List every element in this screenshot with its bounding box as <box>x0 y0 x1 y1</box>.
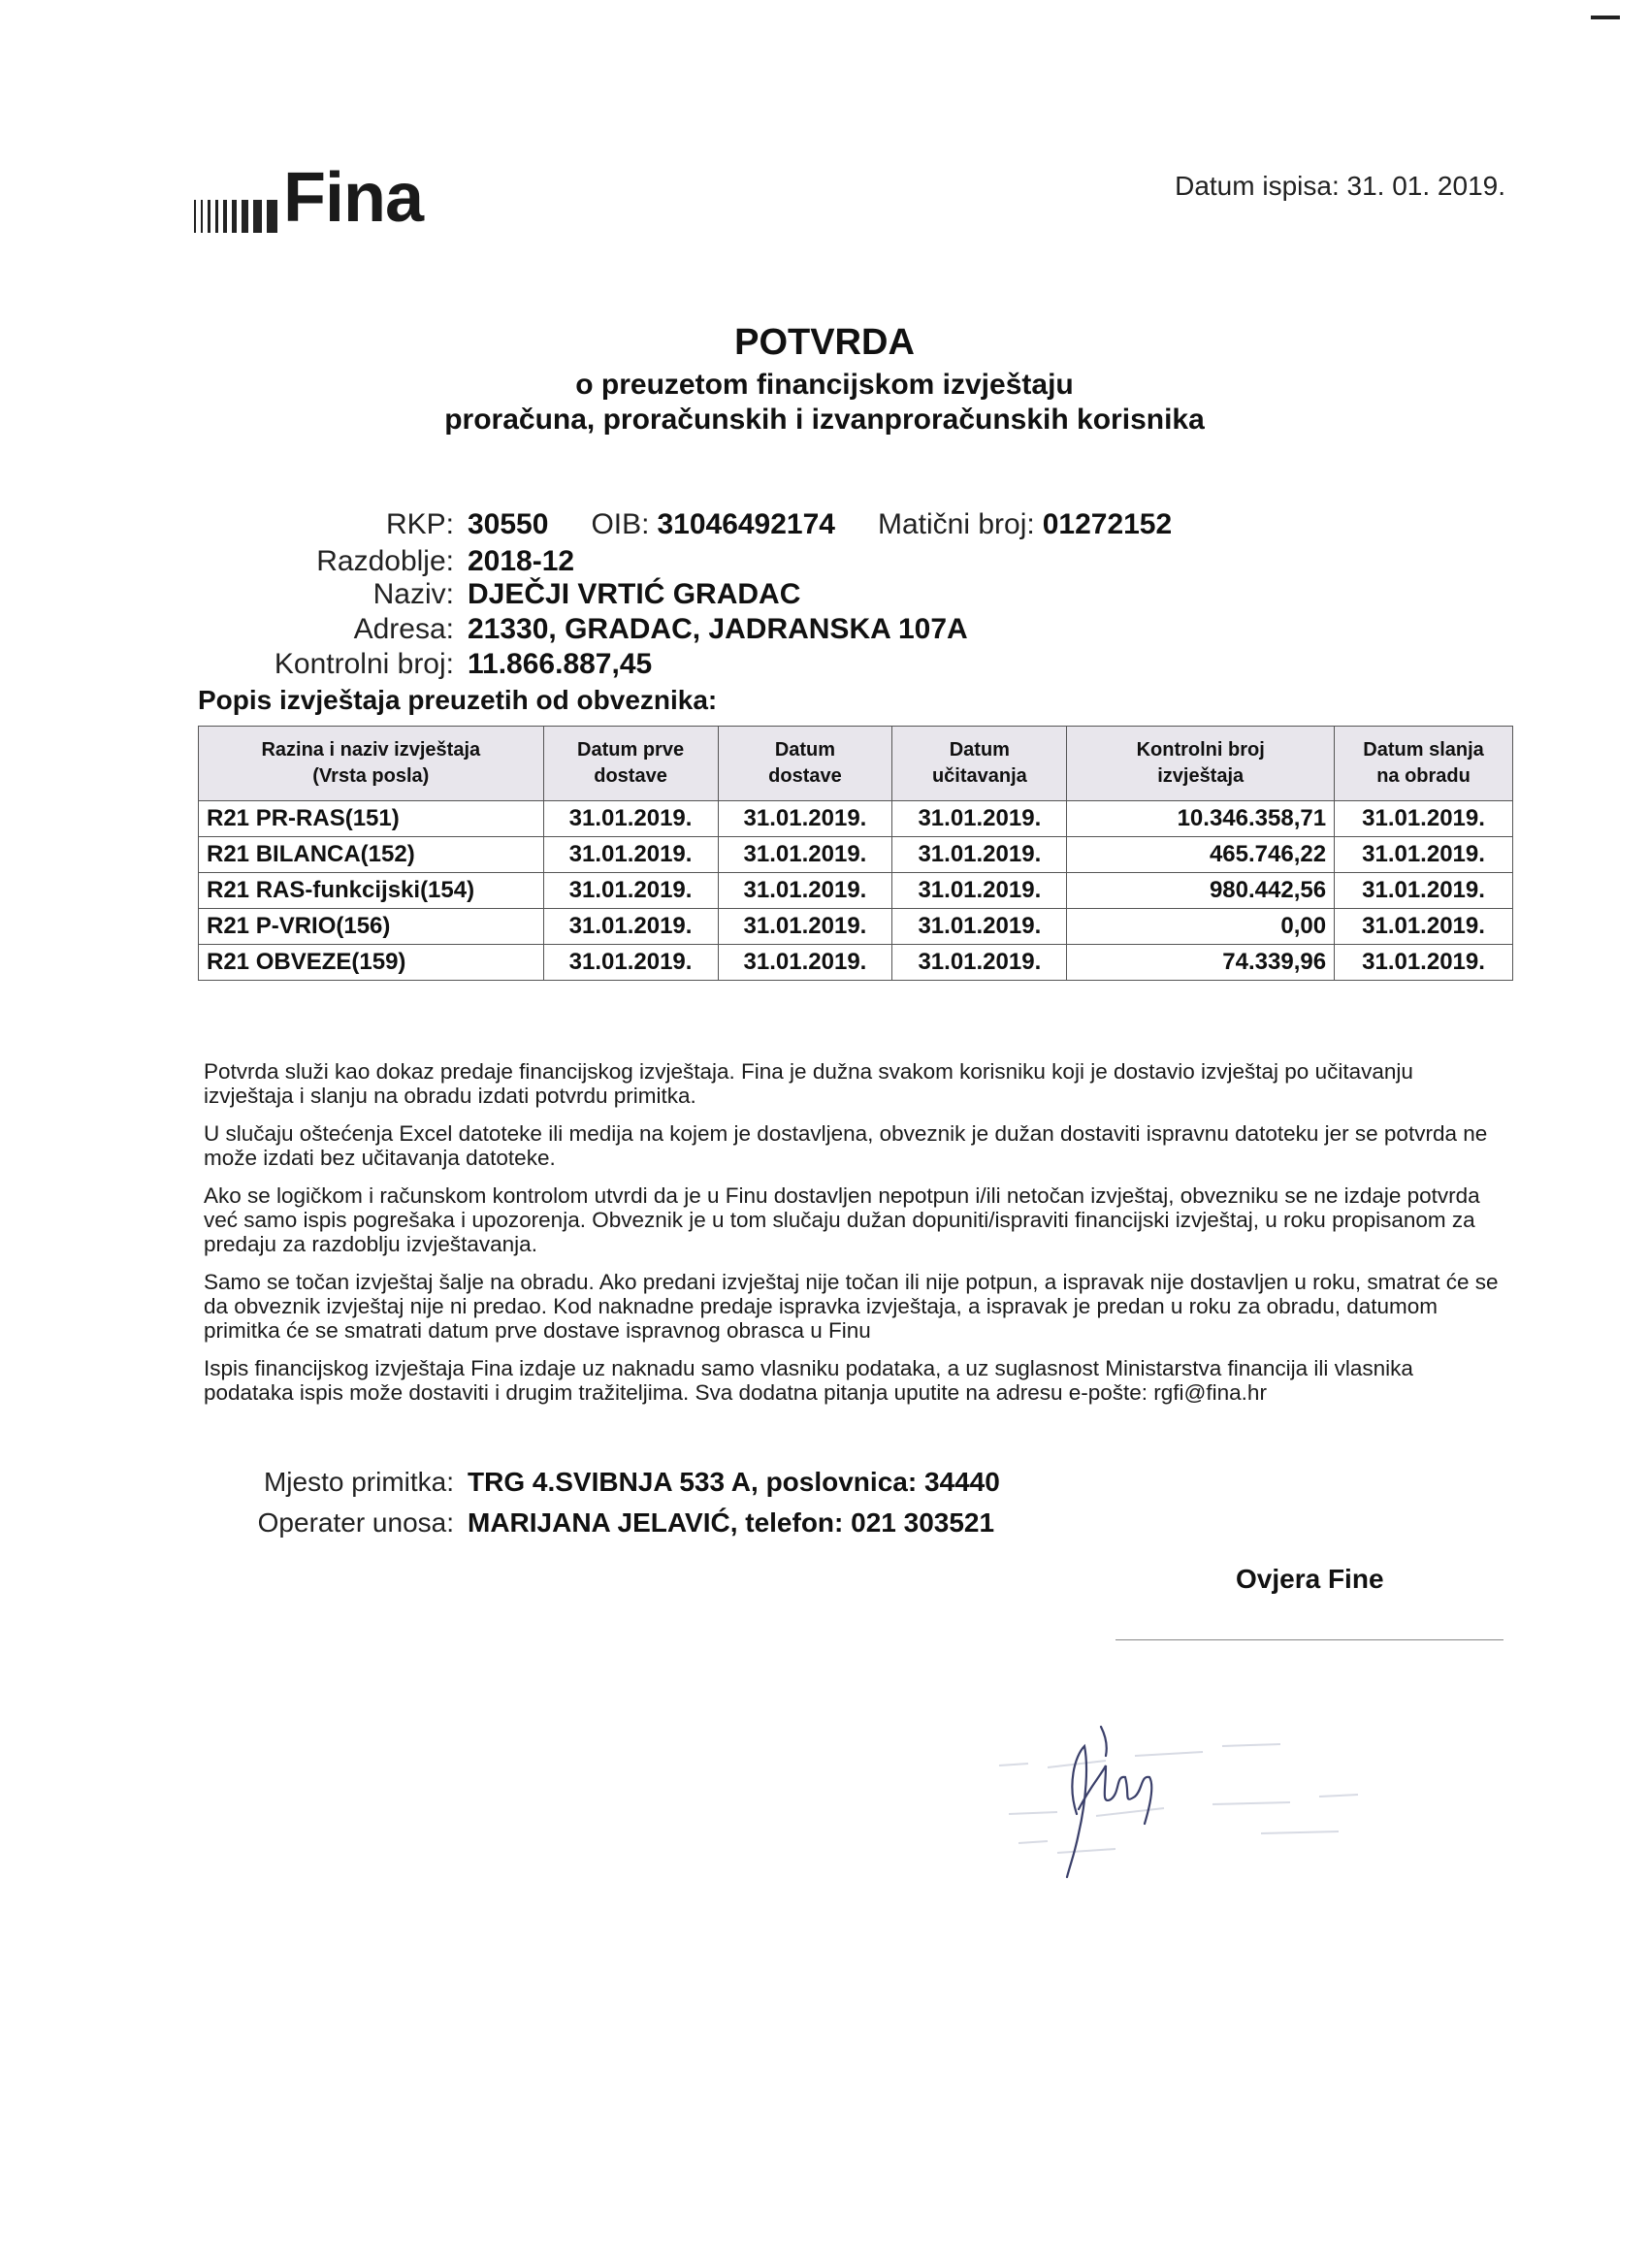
mjesto-value: TRG 4.SVIBNJA 533 A, poslovnica: 34440 <box>468 1467 1000 1497</box>
document-subtitle-1: o preuzetom financijskom izvještaju <box>575 369 1074 401</box>
row-loading: 31.01.2019. <box>892 909 1067 945</box>
stamp-signature <box>970 1707 1377 1882</box>
row-control-number: 465.746,22 <box>1067 837 1335 873</box>
row-control-number: 0,00 <box>1067 909 1335 945</box>
reports-table <box>198 726 1513 981</box>
oib-label: OIB: <box>591 508 650 540</box>
row-first-delivery: 31.01.2019. <box>543 837 718 873</box>
row-name: R21 BILANCA(152) <box>199 837 544 873</box>
header-datum-slanja: Datum slanja na obradu <box>1335 727 1513 801</box>
razdoblje-label: Razdoblje: <box>316 545 454 577</box>
document-subtitle-2: proračuna, proračunskih i izvanproračunskih korisnika <box>444 404 1205 436</box>
row-loading: 31.01.2019. <box>892 837 1067 873</box>
header-datum-ucitavanja: Datum učitavanja <box>892 727 1067 801</box>
oib-value: 31046492174 <box>657 508 835 540</box>
row-first-delivery: 31.01.2019. <box>543 945 718 981</box>
naziv-label: Naziv: <box>372 578 454 610</box>
row-name: R21 OBVEZE(159) <box>199 945 544 981</box>
print-date <box>1175 171 1505 202</box>
row-delivery: 31.01.2019. <box>718 801 892 837</box>
row-sent: 31.01.2019. <box>1335 837 1513 873</box>
row-name: R21 P-VRIO(156) <box>199 909 544 945</box>
paragraph: Ako se logičkom i računskom kontrolom utvrdi da je u Finu dostavljen nepotpun i/ili netočan izvještaj, obvezniku se ne izdaje potvrda već samo ispis pogrešaka i upozorenja. Obveznik je u tom slučaju dužan dopuniti/ispraviti financijski izvještaj, u roku propisanom za predaju za razdoblju izvještavanja. <box>204 1183 1480 1256</box>
table-row <box>199 801 1513 837</box>
table-row <box>199 909 1513 945</box>
info-razdoblje-row <box>0 545 574 578</box>
ovjera-fine: Ovjera Fine <box>1236 1564 1384 1594</box>
razdoblje-value: 2018-12 <box>468 545 575 577</box>
logo-text: Fina <box>283 159 424 237</box>
notice-paragraphs <box>204 1059 1504 1418</box>
row-name: R21 RAS-funkcijski(154) <box>199 873 544 909</box>
operater-row <box>0 1507 994 1539</box>
row-delivery: 31.01.2019. <box>718 945 892 981</box>
mb-value: 01272152 <box>1042 508 1173 540</box>
table-row <box>199 837 1513 873</box>
logo-bars-icon <box>194 194 277 233</box>
signature-line <box>1116 1639 1504 1640</box>
info-rkp-row <box>0 508 1172 541</box>
row-first-delivery: 31.01.2019. <box>543 801 718 837</box>
row-sent: 31.01.2019. <box>1335 909 1513 945</box>
mjesto-label: Mjesto primitka: <box>263 1467 454 1497</box>
print-date-value: 31. 01. 2019. <box>1346 171 1505 201</box>
header-datum-prve-dostave: Datum prve dostave <box>543 727 718 801</box>
print-date-label: Datum ispisa: <box>1175 171 1340 201</box>
row-sent: 31.01.2019. <box>1335 801 1513 837</box>
reports-list-heading: Popis izvještaja preuzetih od obveznika: <box>198 685 718 715</box>
row-sent: 31.01.2019. <box>1335 873 1513 909</box>
row-delivery: 31.01.2019. <box>718 909 892 945</box>
header-datum-dostave: Datum dostave <box>718 727 892 801</box>
row-loading: 31.01.2019. <box>892 945 1067 981</box>
naziv-value: DJEČJI VRTIĆ GRADAC <box>468 578 801 610</box>
document-title: POTVRDA <box>734 322 915 363</box>
row-first-delivery: 31.01.2019. <box>543 909 718 945</box>
info-kontrolni-row <box>0 648 652 681</box>
row-loading: 31.01.2019. <box>892 801 1067 837</box>
row-loading: 31.01.2019. <box>892 873 1067 909</box>
row-name: R21 PR-RAS(151) <box>199 801 544 837</box>
row-control-number: 74.339,96 <box>1067 945 1335 981</box>
paragraph: Samo se točan izvještaj šalje na obradu. Ako predani izvještaj nije točan ili nije potpun, a ispravak nije dostavljen u roku, smatrat će se da obveznik izvještaj nije ni predao. Kod naknadne predaje ispravka izvještaja, a ispravak je predan u roku za obradu, datumom primitka će se smatrati datum prve dostave ispravnog obrasca u Finu <box>204 1270 1499 1343</box>
header-razina: Razina i naziv izvještaja (Vrsta posla) <box>199 727 544 801</box>
rkp-value: 30550 <box>468 508 549 540</box>
info-adresa-row <box>0 613 968 646</box>
row-delivery: 31.01.2019. <box>718 873 892 909</box>
paragraph: Ispis financijskog izvještaja Fina izdaje uz naknadu samo vlasniku podataka, a uz suglasnost Ministarstva financija ili vlasnika podataka ispis može dostaviti i drugim tražiteljima. Sva dodatna pitanja uputite na adresu e-pošte: rgfi@fina.hr <box>204 1356 1413 1405</box>
adresa-label: Adresa: <box>353 613 454 645</box>
table-row <box>199 945 1513 981</box>
table-header-row <box>199 727 1513 801</box>
mb-label: Matični broj: <box>877 508 1035 540</box>
operater-value: MARIJANA JELAVIĆ, telefon: 021 303521 <box>468 1507 995 1538</box>
row-delivery: 31.01.2019. <box>718 837 892 873</box>
paragraph: U slučaju oštećenja Excel datoteke ili medija na kojem je dostavljena, obveznik je dužan dostaviti ispravnu datoteku jer se potvrda ne može izdati bez učitavanja datoteke. <box>204 1121 1488 1170</box>
row-sent: 31.01.2019. <box>1335 945 1513 981</box>
row-first-delivery: 31.01.2019. <box>543 873 718 909</box>
header-kontrolni-broj: Kontrolni broj izvještaja <box>1067 727 1335 801</box>
scan-mark <box>1591 16 1620 19</box>
row-control-number: 980.442,56 <box>1067 873 1335 909</box>
fina-logo <box>194 159 424 237</box>
table-row <box>199 873 1513 909</box>
adresa-value: 21330, GRADAC, JADRANSKA 107A <box>468 613 968 645</box>
info-naziv-row <box>0 578 800 611</box>
row-control-number: 10.346.358,71 <box>1067 801 1335 837</box>
kontrolni-label: Kontrolni broj: <box>274 648 454 680</box>
kontrolni-value: 11.866.887,45 <box>468 648 653 680</box>
mjesto-row <box>0 1467 1000 1498</box>
rkp-label: RKP: <box>385 508 454 540</box>
operater-label: Operater unosa: <box>257 1507 454 1538</box>
paragraph: Potvrda služi kao dokaz predaje financijskog izvještaja. Fina je dužna svakom korisniku koji je dostavio izvještaj po učitavanju izvještaja i slanju na obradu izdati potvrdu primitka. <box>204 1059 1413 1108</box>
